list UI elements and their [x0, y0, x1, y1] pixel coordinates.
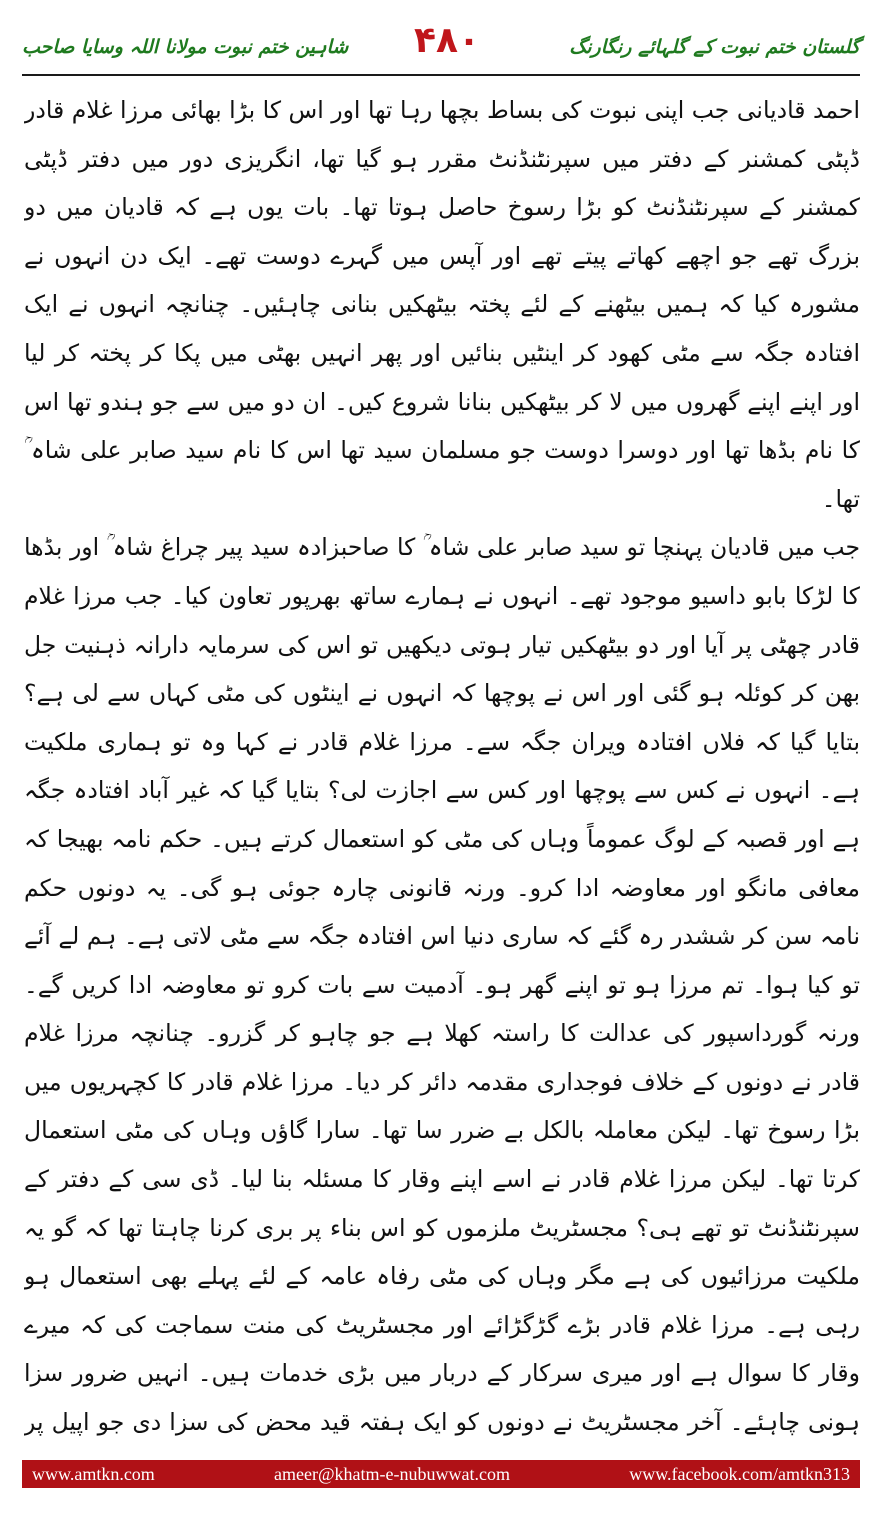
page-body — [24, 86, 860, 1446]
paragraph-1: احمد قادیانی جب اپنی نبوت کی بساط بچھا رہا تھا اور اس کا بڑا بھائی مرزا غلام قادر ڈپٹی کمشنر کے دفتر میں سپرنٹنڈنٹ مقرر ہو گیا تھا، انگریزی دور میں دفتر ڈپٹی کمشنر کے سپرنٹنڈنٹ کو بڑا رسوخ حاصل ہوتا تھا۔ بات یوں ہے کہ قادیان میں دو بزرگ تھے جو اچھے کھاتے پیتے تھے اور آپس میں گہرے دوست تھے۔ ایک دن انہوں نے مشورہ کیا کہ ہمیں بیٹھنے کے لئے پختہ بیٹھکیں بنانی چاہئیں۔ چنانچہ انہوں نے ایک افتادہ جگہ سے مٹی کھود کر اینٹیں بنائیں اور پھر انہیں بھٹی میں پکا کر پختہ کر لیا اور اپنے اپنے گھروں میں لا کر بیٹھکیں بنانا شروع کیں۔ ان دو میں سے جو ہندو تھا اس کا نام بڈھا تھا اور دوسرا دوست جو مسلمان سید تھا اس کا نام سید صابر علی شاہ ؒ تھا۔ — [24, 96, 860, 513]
book-author-title: شاہین ختم نبوت مولانا اللہ وسایا صاحب — [22, 36, 349, 58]
footer-email-link[interactable]: ameer@khatm-e-nubuwwat.com — [274, 1464, 511, 1484]
header-divider — [22, 74, 860, 76]
paragraph-2: جب میں قادیان پہنچا تو سید صابر علی شاہ ؒ کا صاحبزادہ سید پیر چراغ شاہ ؒ اور بڈھا کا لڑکا بابو داسیو موجود تھے۔ انہوں نے ہمارے ساتھ بھرپور تعاون کیا۔ جب مرزا غلام قادر چھٹی پر آیا اور دو بیٹھکیں تیار ہوتی دیکھیں تو اس کی سرمایہ دارانہ ذہنیت جل بھن کر کوئلہ ہو گئی اور اس نے پوچھا کہ انہوں نے اینٹوں کی مٹی کہاں سے لی ہے؟ بتایا گیا کہ فلاں افتادہ ویران جگہ سے۔ مرزا غلام قادر نے کہا وہ تو ہماری ملکیت ہے۔ انہوں نے کس سے پوچھا اور کس سے اجازت لی؟ بتایا گیا کہ غیر آباد افتادہ جگہ ہے اور قصبہ کے لوگ عموماً وہاں کی مٹی کو استعمال کرتے ہیں۔ حکم نامہ بھیجا کہ معافی مانگو اور معاوضہ ادا کرو۔ ورنہ قانونی چارہ جوئی ہو گی۔ یہ دونوں حکم نامہ سن کر ششدر رہ گئے کہ ساری دنیا اس افتادہ جگہ سے مٹی لاتی ہے۔ ہم لے آئے تو کیا ہوا۔ تم مرزا ہو تو اپنے گھر ہو۔ آدمیت سے بات کرو تو معاوضہ ادا کریں گے۔ ورنہ گورداسپور کی عدالت کا راستہ کھلا ہے جو چاہو کر گزرو۔ چنانچہ مرزا غلام قادر نے دونوں کے خلاف فوجداری مقدمہ دائر کر دیا۔ مرزا غلام قادر کا کچہریوں میں بڑا رسوخ تھا۔ لیکن معاملہ بالکل بے ضرر سا تھا۔ سارا گاؤں وہاں کی مٹی استعمال کرتا تھا۔ لیکن مرزا غلام قادر نے اسے اپنے وقار کا مسئلہ بنا لیا۔ ڈی سی کے دفتر کے سپرنٹنڈنٹ تو تھے ہی؟ مجسٹریٹ ملزموں کو اس بناء پر بری کرنا چاہتا تھا کہ گو یہ ملکیت مرزائیوں کی ہے مگر وہاں کی مٹی رفاہ عامہ کے لئے پہلے بھی استعمال ہو رہی ہے۔ مرزا غلام قادر بڑے گڑگڑائے اور مجسٹریٹ کی منت سماجت کی کہ میرے وقار کا سوال ہے اور میری سرکار کے دربار میں بڑی خدمات ہیں۔ انہیں ضرور سزا ہونی چاہئے۔ آخر مجسٹریٹ نے دونوں کو ایک ہفتہ قید محض کی سزا دی جو اپیل پر — [24, 533, 860, 1437]
footer-facebook-link[interactable]: www.facebook.com/amtkn313 — [629, 1464, 850, 1484]
page-footer — [22, 1460, 860, 1488]
footer-website-link[interactable]: www.amtkn.com — [32, 1464, 155, 1484]
page-number: ۴۸۰ — [414, 20, 480, 61]
page-header — [22, 14, 860, 76]
book-title: گلستان ختم نبوت کے گلہائے رنگارنگ — [569, 36, 860, 58]
